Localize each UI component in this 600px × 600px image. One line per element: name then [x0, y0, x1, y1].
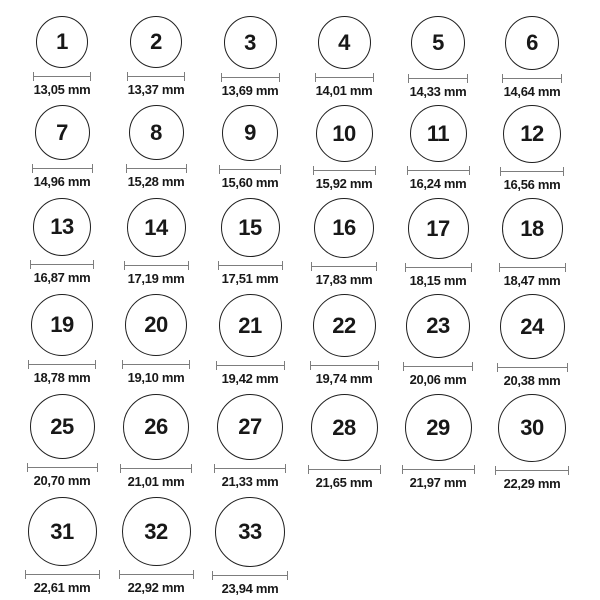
ring-size-row	[15, 394, 600, 491]
ring-circle	[503, 105, 561, 163]
ring-size-cell	[109, 198, 203, 286]
ring-circle	[36, 16, 88, 68]
ring-size-cell	[203, 198, 297, 286]
diameter-dimension-line	[32, 164, 93, 173]
ring-circle	[318, 16, 371, 69]
ring-size-cell	[15, 294, 109, 385]
ring-circle	[311, 394, 378, 461]
ring-circle	[406, 294, 470, 358]
ring-size-cell	[297, 16, 391, 98]
ring-size-number: 32	[144, 518, 168, 544]
ring-size-row	[15, 497, 600, 596]
ring-circle	[28, 497, 97, 566]
ring-size-number: 9	[244, 120, 256, 145]
diameter-dimension-line	[30, 260, 94, 269]
ring-circle	[498, 394, 566, 462]
diameter-label: 17,51 mm	[221, 271, 279, 286]
diameter-dimension-line	[214, 464, 286, 473]
diameter-label: 16,87 mm	[33, 270, 91, 285]
diameter-label: 16,56 mm	[503, 177, 561, 192]
ring-size-cell	[391, 16, 485, 99]
diameter-label: 15,60 mm	[221, 175, 279, 190]
diameter-label: 20,70 mm	[33, 473, 91, 488]
diameter-label: 19,74 mm	[315, 371, 373, 386]
ring-circle	[215, 497, 285, 567]
diameter-label: 13,69 mm	[221, 83, 279, 98]
ring-size-cell	[297, 198, 391, 287]
diameter-dimension-line	[27, 463, 98, 472]
ring-size-number: 13	[50, 214, 74, 239]
ring-size-number: 16	[332, 215, 356, 240]
diameter-dimension-line	[497, 363, 568, 372]
ring-circle	[125, 294, 187, 356]
diameter-dimension-line	[408, 74, 468, 83]
ring-circle	[405, 394, 472, 461]
ring-size-number: 26	[144, 414, 168, 439]
ring-size-number: 27	[238, 414, 262, 439]
ring-circle	[502, 198, 563, 259]
diameter-label: 15,92 mm	[315, 176, 373, 191]
diameter-label: 21,33 mm	[221, 474, 279, 489]
ring-size-row	[15, 105, 600, 192]
diameter-dimension-line	[315, 73, 374, 82]
diameter-dimension-line	[221, 73, 280, 82]
diameter-dimension-line	[403, 362, 473, 371]
diameter-dimension-line	[310, 361, 379, 370]
diameter-dimension-line	[405, 263, 472, 272]
diameter-dimension-line	[124, 261, 189, 270]
ring-size-number: 12	[520, 121, 544, 146]
diameter-label: 18,15 mm	[409, 273, 467, 288]
diameter-label: 22,29 mm	[503, 476, 561, 491]
ring-size-number: 18	[520, 215, 544, 241]
ring-size-cell	[391, 294, 485, 387]
diameter-dimension-line	[402, 465, 475, 474]
ring-circle	[130, 16, 182, 68]
ring-size-number: 8	[150, 119, 162, 145]
ring-circle	[313, 294, 376, 357]
diameter-label: 23,94 mm	[221, 581, 279, 596]
ring-size-cell	[109, 497, 203, 595]
ring-circle	[505, 16, 559, 70]
diameter-label: 19,10 mm	[127, 370, 185, 385]
ring-circle	[222, 105, 278, 161]
ring-circle	[219, 294, 282, 357]
ring-circle	[122, 497, 191, 566]
ring-size-number: 28	[332, 414, 356, 440]
diameter-dimension-line	[120, 464, 192, 473]
diameter-label: 18,78 mm	[33, 370, 91, 385]
diameter-dimension-line	[25, 570, 100, 579]
ring-size-cell	[203, 394, 297, 489]
ring-size-number: 6	[526, 30, 538, 55]
ring-size-cell	[109, 394, 203, 489]
diameter-dimension-line	[311, 262, 377, 271]
diameter-dimension-line	[308, 465, 381, 474]
diameter-dimension-line	[218, 261, 283, 270]
diameter-dimension-line	[122, 360, 190, 369]
ring-size-number: 24	[520, 313, 544, 339]
ring-size-cell	[297, 105, 391, 191]
ring-size-number: 17	[426, 215, 450, 241]
ring-circle	[129, 105, 184, 160]
ring-size-number: 19	[50, 312, 74, 337]
diameter-label: 14,96 mm	[33, 174, 91, 189]
ring-circle	[127, 198, 186, 257]
ring-size-cell	[297, 294, 391, 386]
ring-circle	[316, 105, 373, 162]
diameter-label: 22,92 mm	[127, 580, 185, 595]
diameter-label: 21,97 mm	[409, 475, 467, 490]
ring-circle	[31, 294, 93, 356]
ring-size-cell	[203, 294, 297, 386]
ring-circle	[35, 105, 90, 160]
ring-size-number: 15	[238, 214, 262, 240]
diameter-dimension-line	[28, 360, 96, 369]
ring-size-number: 10	[332, 120, 356, 146]
ring-size-cell	[485, 105, 579, 192]
ring-size-number: 20	[144, 312, 168, 337]
ring-size-number: 5	[432, 30, 444, 55]
ring-size-cell	[485, 294, 579, 388]
diameter-dimension-line	[216, 361, 285, 370]
diameter-dimension-line	[119, 570, 194, 579]
diameter-label: 21,65 mm	[315, 475, 373, 490]
diameter-label: 17,83 mm	[315, 272, 373, 287]
diameter-dimension-line	[127, 72, 185, 81]
ring-size-number: 25	[50, 413, 74, 439]
diameter-label: 16,24 mm	[409, 176, 467, 191]
ring-size-row	[15, 198, 600, 288]
diameter-label: 19,42 mm	[221, 371, 279, 386]
ring-size-cell	[391, 105, 485, 191]
diameter-label: 17,19 mm	[127, 271, 185, 286]
ring-size-number: 7	[56, 119, 68, 145]
diameter-label: 21,01 mm	[127, 474, 185, 489]
diameter-label: 14,01 mm	[315, 83, 373, 98]
ring-circle	[30, 394, 95, 459]
ring-size-number: 31	[50, 518, 74, 544]
ring-size-number: 33	[238, 519, 262, 544]
diameter-dimension-line	[219, 165, 281, 174]
ring-size-cell	[15, 198, 109, 285]
diameter-dimension-line	[500, 167, 564, 176]
ring-size-cell	[391, 198, 485, 288]
diameter-label: 20,06 mm	[409, 372, 467, 387]
diameter-label: 14,33 mm	[409, 84, 467, 99]
ring-size-cell	[485, 394, 579, 491]
ring-size-row	[15, 294, 600, 388]
diameter-dimension-line	[126, 164, 187, 173]
ring-circle	[123, 394, 189, 460]
ring-size-cell	[485, 198, 579, 288]
ring-size-cell	[485, 16, 579, 99]
ring-size-row	[15, 16, 600, 99]
ring-size-cell	[15, 394, 109, 488]
ring-size-cell	[15, 497, 109, 595]
diameter-dimension-line	[407, 166, 470, 175]
ring-size-cell	[203, 105, 297, 190]
ring-circle	[33, 198, 91, 256]
diameter-label: 13,37 mm	[127, 82, 185, 97]
ring-size-number: 11	[426, 120, 450, 146]
ring-circle	[224, 16, 277, 69]
diameter-dimension-line	[499, 263, 566, 272]
ring-size-cell	[203, 497, 297, 596]
diameter-label: 18,47 mm	[503, 273, 561, 288]
ring-size-number: 30	[520, 415, 544, 440]
diameter-label: 13,05 mm	[33, 82, 91, 97]
ring-circle	[411, 16, 465, 70]
ring-size-cell	[109, 105, 203, 189]
diameter-dimension-line	[495, 466, 569, 475]
ring-circle	[221, 198, 280, 257]
diameter-dimension-line	[313, 166, 376, 175]
diameter-label: 15,28 mm	[127, 174, 185, 189]
ring-size-cell	[203, 16, 297, 98]
ring-size-cell	[391, 394, 485, 490]
diameter-dimension-line	[502, 74, 562, 83]
diameter-dimension-line	[33, 72, 91, 81]
ring-circle	[314, 198, 374, 258]
ring-size-cell	[15, 105, 109, 189]
ring-size-number: 23	[426, 313, 450, 338]
ring-size-number: 2	[150, 29, 162, 54]
diameter-dimension-line	[212, 571, 288, 580]
ring-circle	[408, 198, 469, 259]
ring-circle	[500, 294, 565, 359]
ring-size-cell	[297, 394, 391, 490]
ring-size-cell	[15, 16, 109, 97]
ring-circle	[410, 105, 467, 162]
ring-circle	[217, 394, 283, 460]
diameter-label: 22,61 mm	[33, 580, 91, 595]
diameter-label: 20,38 mm	[503, 373, 561, 388]
ring-size-number: 14	[144, 214, 168, 240]
diameter-label: 14,64 mm	[503, 84, 561, 99]
ring-size-number: 21	[238, 312, 262, 338]
ring-size-cell	[109, 294, 203, 385]
ring-size-number: 3	[244, 29, 256, 55]
ring-size-number: 29	[426, 414, 450, 440]
ring-size-cell	[109, 16, 203, 97]
ring-size-number: 22	[332, 312, 356, 338]
ring-size-number: 1	[56, 29, 68, 54]
ring-size-number: 4	[338, 29, 350, 55]
